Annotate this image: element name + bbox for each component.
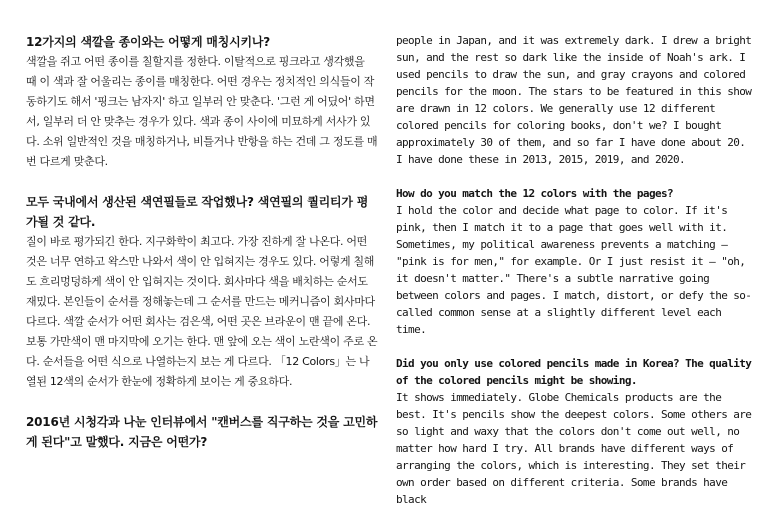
answer-0-en: people in Japan, and it was extremely dark. I drew a bright sun, and the rest so dark like the inside of Noah's ark. I used pencils to draw the sun, and gray crayons and colored pencils for the moon. The stars to be featured in this show are drawn in 12 colors. We generally use 12 different colored pencils for coloring books, don't we? I bought approximately 30 of them, and so far I have done about 20. I have done these in 2013, 2015, 2019, and 2020. <box>396 34 752 166</box>
spacer <box>26 392 378 412</box>
answer-1-ko: 색깔을 쥐고 어떤 종이를 칠할지를 정한다. 이탈적으로 핑크라고 생각했을 때 이 색과 잘 어울리는 종이를 매칭한다. 어떤 경우는 정치적인 의식들이 작동하기도 해서 '핑크는 남자지' 하고 일부러 안 맞춘다. '그런 게 어딨어' 하면서, 일부러 더 안 맞추는 경우가 있다. 색과 종이 사이에 미묘하게 서사가 있다. 소위 일반적인 것을 매칭하거나, 비틀거나 반항을 하는 건데 그 정도를 매번 다르게 맞춘다. <box>26 55 378 168</box>
spacer <box>396 168 752 185</box>
question-2-ko: 모두 국내에서 생산된 색연필들로 작업했나? 색연필의 퀄리티가 평가될 것 같다. <box>26 195 369 229</box>
spacer <box>396 338 752 355</box>
answer-2-en: It shows immediately. Globe Chemicals products are the best. It's pencils show the deepest colors. Some others are so light and waxy that the colors don't come out well, no matter how hard I try. All brands have different ways of arranging the colors, which is interesting. They set their own order based on different criteria. Some brands have black <box>396 391 752 506</box>
question-1-en: How do you match the 12 colors with the pages? <box>396 187 674 200</box>
question-1-ko: 12가지의 색깔을 종이와는 어떻게 매칭시키나? <box>26 35 271 49</box>
question-2-en: Did you only use colored pencils made in Korea? The quality of the colored pencils might be showing. <box>396 357 752 387</box>
question-3-ko: 2016년 시청각과 나눈 인터뷰에서 "캔버스를 직구하는 것을 고민하게 된다"고 말했다. 지금은 어떤가? <box>26 415 378 449</box>
spacer <box>26 172 378 192</box>
english-column <box>396 32 752 508</box>
korean-column <box>26 32 378 452</box>
answer-1-en: I hold the color and decide what page to color. If it's pink, then I match it to a page that goes well with it. Sometimes, my political awareness prevents a matching — "pink is for men," for example. Or I just resist it — "oh, it doesn't matter." There's a subtle narrative going between colors and pages. I match, distort, or defy the so-called common sense at a slightly different level each time. <box>396 204 752 336</box>
answer-2-ko: 질이 바로 평가되긴 한다. 지구화학이 최고다. 가장 진하게 잘 나온다. 어떤 것은 너무 연하고 왁스만 나와서 색이 안 입혀지는 경우도 있다. 어렇게 칠해도 흐리멍덩하게 색이 안 입혀지는 것이다. 회사마다 색을 배치하는 순서도 재밌다. 본인들이 순서를 정해놓는데 그 순서를 만드는 메커니즘이 회사마다 다르다. 색깔 순서가 어떤 회사는 검은색, 어떤 곳은 브라운이 맨 끝에 온다. 보통 가만색이 맨 마지막에 오기는 한다. 맨 앞에 오는 색이 노란색이 주로 온다. 순서들을 어떤 식으로 나열하는지 보는 게 다르다. 「12 Colors」는 나열된 12색의 순서가 한눈에 정확하게 보이는 게 중요하다. <box>26 235 378 388</box>
